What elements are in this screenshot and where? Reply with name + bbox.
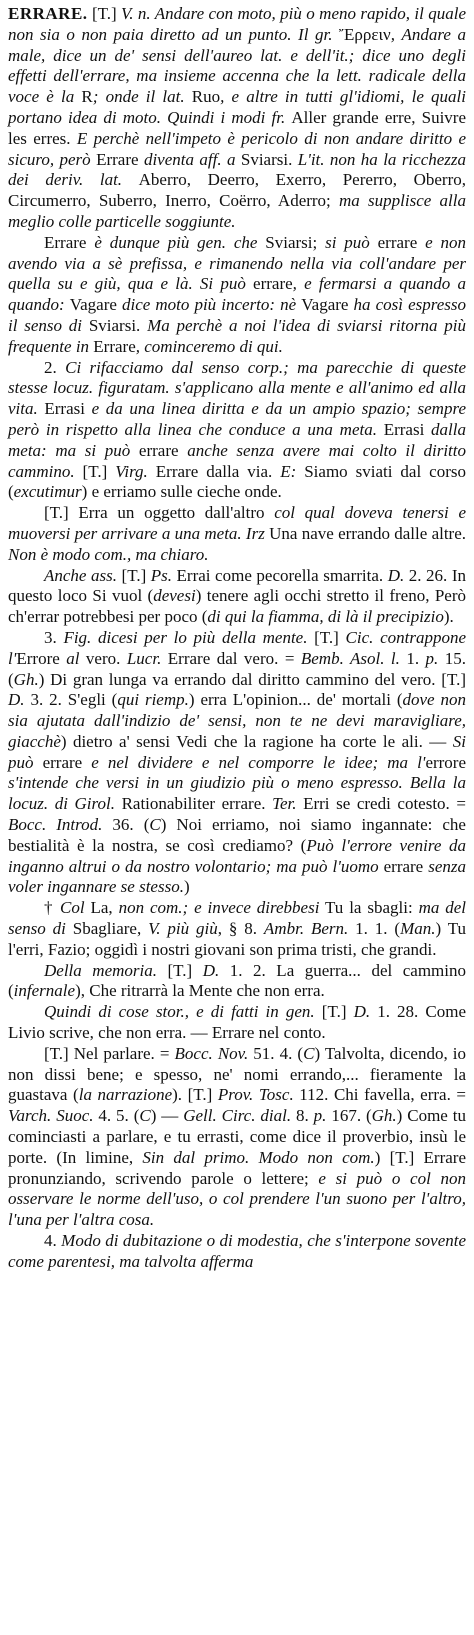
text-run: errare bbox=[377, 232, 418, 252]
text-run: Della memoria. bbox=[44, 960, 157, 980]
text-run: p. bbox=[313, 1106, 327, 1126]
entry-paragraph bbox=[8, 1044, 466, 1231]
text-run: p. bbox=[425, 648, 439, 668]
entry-paragraph bbox=[8, 566, 466, 628]
text-run: Ma perchè a noi l'idea di sviarsi ritorna più frequente in bbox=[8, 315, 466, 356]
entry-paragraph bbox=[8, 628, 466, 898]
text-run: dice moto più incerto: nè bbox=[116, 295, 302, 315]
text-run: ) Come tu cominciasti a parlare, e tu errasti, come dice il proverbio, insù le porte. (In limine, bbox=[8, 1106, 466, 1167]
text-run: D. bbox=[202, 960, 220, 980]
entry-paragraph bbox=[8, 1002, 466, 1044]
text-run: Errai come pecorella smarrita. bbox=[172, 565, 388, 585]
text-run: , e fermarsi a quando a quando: bbox=[8, 274, 466, 315]
text-run: Col bbox=[60, 898, 85, 918]
text-run: ). [T.] bbox=[172, 1085, 218, 1105]
entry-paragraph bbox=[8, 503, 466, 565]
text-run: excutimur bbox=[13, 482, 82, 502]
text-run: Siamo sviati dal corso ( bbox=[8, 461, 466, 502]
text-run: errare bbox=[383, 856, 424, 876]
text-run: e nel dividere e nel comporre le idee; ma l' bbox=[82, 752, 426, 772]
text-run: anche senza avere mai colto il diritto cammino. bbox=[8, 440, 467, 481]
text-run: vero. bbox=[85, 648, 121, 668]
text-run: Ambr. Bern. bbox=[263, 919, 349, 939]
entry-paragraph bbox=[8, 358, 466, 504]
text-run: Gh. bbox=[371, 1106, 397, 1126]
text-run: Rationabiliter errare. bbox=[114, 794, 273, 814]
text-run: ; onde il lat. bbox=[92, 87, 192, 107]
text-run: [T.] Nel parlare. = bbox=[44, 1043, 175, 1063]
text-run: E: bbox=[272, 461, 297, 481]
text-run: Lucr. bbox=[120, 648, 162, 668]
entry-paragraph bbox=[8, 898, 466, 960]
text-run: 2. bbox=[44, 357, 66, 377]
text-run: R bbox=[81, 87, 93, 107]
headword: ERRARE. bbox=[8, 4, 88, 23]
text-run: ) Noi erriamo, noi siamo ingannate: che bestialità è la nostra, se così crediamo? ( bbox=[8, 815, 466, 855]
text-run: C bbox=[303, 1043, 315, 1063]
text-run: Errare bbox=[96, 149, 139, 169]
text-run: ha così espresso il senso di bbox=[8, 295, 466, 335]
text-run: ) e erriamo sulle cieche onde. bbox=[81, 482, 282, 502]
text-run: V. più giù bbox=[148, 919, 218, 939]
text-run: errare bbox=[253, 274, 293, 294]
text-run: si può bbox=[317, 232, 378, 252]
text-run: Sin dal primo. Modo non com. bbox=[142, 1147, 375, 1167]
text-run: 2. 26. In questo loco Si vuol ( bbox=[8, 565, 466, 606]
text-run: 4. bbox=[44, 1231, 62, 1251]
entry-paragraph bbox=[8, 4, 466, 233]
text-run: diventa aff. a bbox=[138, 149, 241, 169]
text-run: Cic. contrappone l' bbox=[8, 627, 466, 668]
text-run: dalla meta: ma si può bbox=[8, 419, 467, 460]
text-run: 51. 4. ( bbox=[248, 1043, 304, 1063]
text-run: e si può o col non osservare le norme dell'uso, o col prendere l'un suono per l'altro, l'una per l'altra cosa. bbox=[8, 1168, 467, 1230]
text-run: Ruo bbox=[191, 87, 221, 107]
text-run: ) erra L'opinion... de' mortali ( bbox=[188, 690, 403, 710]
text-run: Virg. bbox=[115, 461, 148, 481]
text-run: ) Di gran lunga va errando dal diritto cammino del vero. [T.] bbox=[38, 669, 466, 689]
text-run: Si può bbox=[8, 731, 466, 772]
text-run: Anche ass. bbox=[44, 565, 117, 585]
text-run: Errore bbox=[16, 648, 60, 668]
text-run: al bbox=[59, 648, 86, 668]
text-run: E perchè nell'impeto è pericolo di non andare diritto e sicuro, però bbox=[8, 128, 466, 169]
text-run: Errasi bbox=[37, 399, 85, 419]
text-run: Errare dalla via. bbox=[147, 461, 273, 481]
text-run: Errare bbox=[93, 336, 136, 356]
text-run: 112. Chi favella, erra. = bbox=[293, 1085, 467, 1105]
text-run: Non è modo com., ma chiaro. bbox=[8, 544, 209, 564]
text-run: ) dietro a' sensi Vedi che la ragione ha corte le ali. — bbox=[60, 731, 453, 751]
text-run: Erri se credi cotesto. = bbox=[296, 794, 466, 814]
text-run: Errasi bbox=[376, 419, 425, 439]
text-run: V. n. Andare con moto, più o meno rapido, il quale non sia o non paia diretto ad un punto. Il gr. bbox=[8, 4, 466, 44]
text-run: 1. 28. Come Livio scrive, che non erra. — Errare nel conto. bbox=[8, 1002, 467, 1043]
text-run: ) bbox=[183, 877, 190, 897]
text-run: ), Che ritrarrà la Mente che non erra. bbox=[75, 981, 325, 1001]
text-run: ) [T.] Errare pronunziando, scrivendo parole o lettere; bbox=[8, 1147, 466, 1188]
text-run: C bbox=[149, 815, 161, 835]
text-run: Errare bbox=[44, 232, 87, 252]
text-run: D. bbox=[387, 565, 405, 585]
text-run: ) — bbox=[150, 1106, 184, 1126]
text-run: 36. ( bbox=[102, 815, 150, 835]
text-run: [T.] bbox=[156, 960, 203, 980]
text-run: la narrazione bbox=[78, 1085, 173, 1105]
text-run: col qual doveva tenersi e muoversi per arrivare a una meta. Irz bbox=[8, 503, 466, 543]
text-run: Una nave errando dalle altre. bbox=[264, 523, 467, 543]
entry-paragraph bbox=[8, 1231, 466, 1273]
text-run: Ci rifacciamo dal senso corp.; ma parecchie di queste stesse locuz. figuratam. s'applicano alla mente e all'animo ed alla vita. bbox=[8, 357, 467, 419]
text-run: Man. bbox=[400, 919, 436, 939]
text-run: Bocc. Introd. bbox=[8, 815, 103, 835]
text-run: infernale bbox=[13, 981, 76, 1001]
text-run: Prov. Tosc. bbox=[217, 1085, 294, 1105]
text-run: 1. 1. ( bbox=[348, 919, 401, 939]
text-run: Gh. bbox=[13, 669, 39, 689]
text-run: Può l'errore venire da inganno altrui o da nostro volontario; ma può l'uomo bbox=[8, 835, 466, 876]
text-run: D. bbox=[353, 1002, 371, 1022]
text-run: ) tenere agli occhi stretto il freno, Però ch'errar potrebbesi per poco ( bbox=[8, 586, 466, 627]
text-run: 1. 2. La guerra... del cammino ( bbox=[8, 960, 466, 1001]
text-run: ma supplisce alla meglio colle particelle soggiunte. bbox=[8, 191, 466, 231]
text-run: Vagare bbox=[301, 295, 349, 315]
text-run: [T.] Erra un oggetto dall'altro bbox=[44, 503, 275, 523]
text-run: ) Talvolta, dicendo, io non dissi bene; e spesso, ne' nomi errando,... fieramente la guastava ( bbox=[8, 1043, 466, 1105]
text-run: ). bbox=[443, 607, 454, 627]
text-run: La, bbox=[84, 898, 119, 918]
text-run: Varch. Suoc. bbox=[8, 1106, 94, 1126]
text-run: Sviarsi; bbox=[265, 232, 318, 252]
text-run: D. bbox=[8, 690, 25, 710]
text-run: ma del senso di bbox=[8, 898, 467, 939]
text-run: , cominceremo di qui. bbox=[135, 336, 283, 356]
text-run: C bbox=[139, 1106, 151, 1126]
text-run: Tu la sbagli: bbox=[319, 898, 419, 918]
text-run: Modo di dubitazione o di modestia, che s'interpone sovente come parentesi, ma talvolta afferma bbox=[8, 1231, 467, 1271]
text-run: [T.] bbox=[87, 4, 122, 23]
text-run: Ἔρρειν bbox=[339, 24, 391, 44]
text-run: Vagare bbox=[69, 295, 117, 315]
text-run: Bemb. Asol. l. bbox=[300, 648, 400, 668]
text-run: dove non sia ajutata dall'indizio de' sensi, non te ne devi maravigliare, giacchè bbox=[8, 690, 466, 751]
text-run: 15. ( bbox=[8, 648, 466, 689]
entry-paragraph bbox=[8, 233, 466, 358]
text-run: 8. bbox=[291, 1106, 314, 1126]
text-run: , Andare a male, dice un de' sensi dell'aureo lat. e dell'it.; dice uno degli effetti dell'errare, ma insieme accenna che la lett. radicale della voce è la bbox=[8, 24, 466, 107]
text-run: ) Tu l'erri, Fazio; oggidì i nostri giovani son prima tristi, che grandi. bbox=[8, 919, 467, 959]
text-run: Ps. bbox=[150, 565, 173, 585]
text-run: , e altre in tutti gl'idiomi, le quali portano idea di moto. Quindi i modi fr. bbox=[8, 87, 466, 127]
text-run: Fig. dicesi per lo più della mente. bbox=[63, 627, 308, 647]
text-run: Aller grande erre, Suivre les erres. bbox=[8, 107, 467, 148]
text-run: e non avendo via a sè prefissa, e rimanendo nella via coll'andare per quella su e giù, qua e là. Si può bbox=[8, 232, 467, 294]
text-run: di qui la fiamma, di là il precipizio bbox=[207, 607, 444, 627]
dictionary-entry-errare bbox=[8, 4, 466, 1273]
text-run: [T.] bbox=[307, 627, 346, 647]
text-run: [T.] bbox=[74, 461, 116, 481]
text-run: L'it. non ha la ricchezza dei deriv. lat. bbox=[8, 149, 467, 190]
text-run: errare bbox=[138, 440, 179, 460]
text-run: errore bbox=[425, 752, 467, 772]
text-run: errare bbox=[42, 752, 83, 772]
text-run: , § 8. bbox=[217, 919, 264, 939]
text-run: Sbagliare, bbox=[65, 919, 149, 939]
text-run: è dunque più gen. che bbox=[86, 232, 266, 252]
text-run: qui riemp. bbox=[117, 690, 189, 710]
text-run: Ter. bbox=[272, 794, 297, 814]
text-run: 1. bbox=[399, 648, 426, 668]
text-run: 167. ( bbox=[326, 1106, 372, 1126]
text-run: [T.] bbox=[117, 565, 151, 585]
text-run: e da una linea diritta e da un ampio spazio; sempre però in rispetto alla linea che conduce a una meta. bbox=[8, 399, 466, 439]
text-run: 3. 2. S'egli ( bbox=[24, 690, 118, 710]
text-run: Quindi di cose stor., e di fatti in gen. bbox=[44, 1002, 315, 1022]
entry-paragraph bbox=[8, 961, 466, 1003]
text-run: s'intende che versi in un giudizio più o meno espresso. Bella la locuz. di Girol. bbox=[8, 773, 466, 814]
text-run: senza voler ingannare se stesso. bbox=[8, 856, 466, 897]
text-run: Aberro, Deerro, Exerro, Pererro, Oberro, Circumerro, Suberro, Inerro, Coërro, Aderro; bbox=[8, 170, 466, 211]
text-run: 3. bbox=[44, 627, 64, 647]
text-run: [T.] bbox=[314, 1002, 354, 1022]
text-run: Errare dal vero. = bbox=[161, 648, 301, 668]
text-run: devesi bbox=[153, 586, 196, 606]
text-run: Gell. Circ. dial. bbox=[183, 1106, 292, 1126]
text-run: 4. 5. ( bbox=[93, 1106, 140, 1126]
text-run: non com.; e invece direbbesi bbox=[118, 898, 320, 918]
text-run: Bocc. Nov. bbox=[174, 1043, 249, 1063]
text-run: † bbox=[44, 898, 61, 918]
text-run: Sviarsi. bbox=[88, 315, 141, 335]
text-run: Sviarsi. bbox=[240, 149, 293, 169]
